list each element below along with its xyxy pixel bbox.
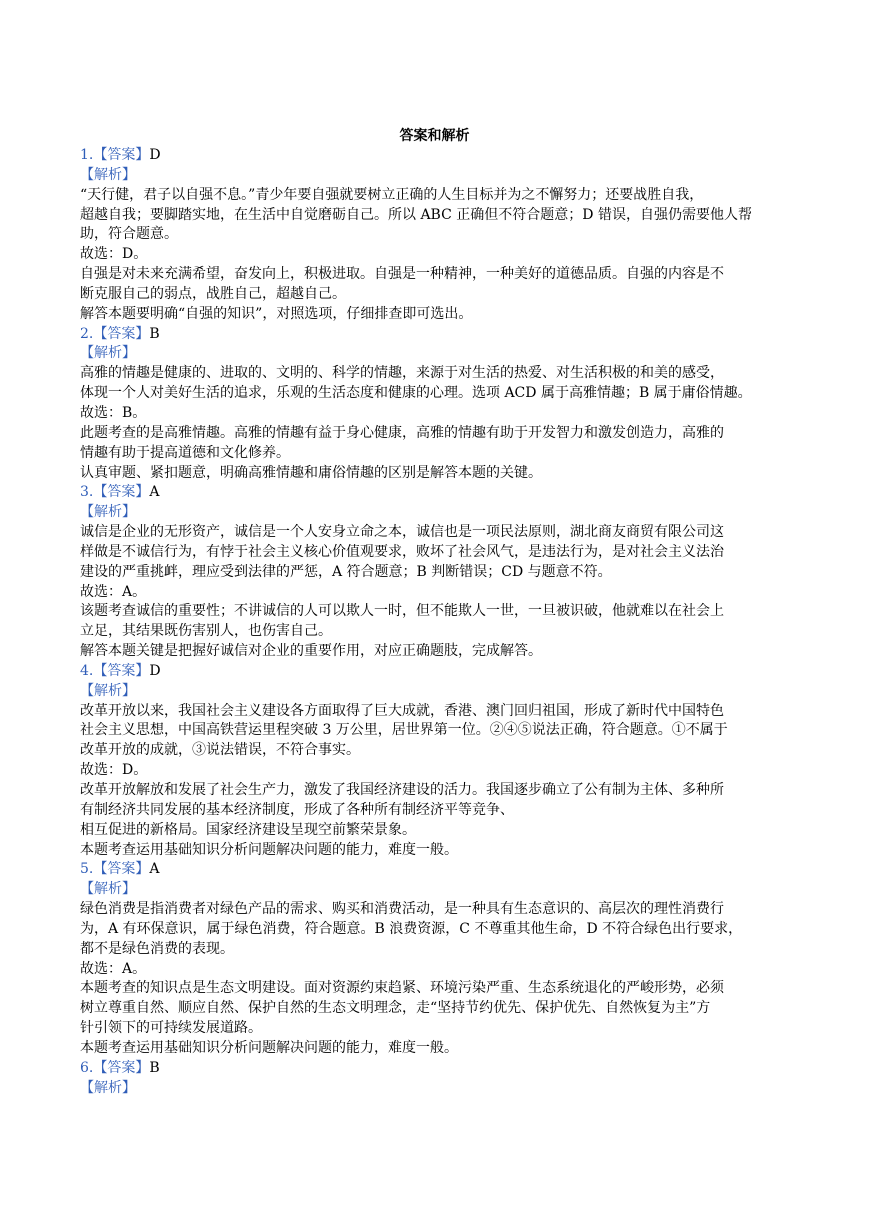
analysis-text-line: 建设的严重挑衅，理应受到法律的严惩，A 符合题意；B 判断错误；CD 与题意不符。 — [80, 563, 612, 580]
analysis-text-line: 改革开放以来，我国社会主义建设各方面取得了巨大成就，香港、澳门回归祖国，形成了新时代中国特色 — [80, 702, 724, 719]
question-block — [80, 325, 796, 484]
analysis-text-line: 断克服自己的弱点，战胜自己，超越自己。 — [80, 285, 346, 302]
analysis-text-line: 为，A 有环保意识，属于绿色消费，符合题意。B 浪费资源，C 不尊重其他生命，D 不符合绿色出行要求， — [80, 920, 743, 937]
question-number: 2. — [80, 325, 94, 342]
analysis-tag: 【解析】 — [80, 345, 136, 362]
answer-list — [80, 146, 796, 1099]
analysis-text-line: 立足，其结果既伤害别人，也伤害自己。 — [80, 623, 332, 640]
analysis-text-line: “天行健，君子以自强不息。”青少年要自强就要树立正确的人生目标并为之不懈努力；还要战胜自我， — [80, 186, 704, 203]
answer-tag: 【答案】 — [93, 147, 150, 163]
analysis-text-line: 故选：D。 — [80, 246, 148, 263]
analysis-tag: 【解析】 — [80, 682, 136, 699]
question-block — [80, 146, 796, 325]
analysis-text-line: 本题考查的知识点是生态文明建设。面对资源约束趋紧、环境污染严重、生态系统退化的严峻形势，必须 — [80, 980, 724, 997]
question-number: 6. — [80, 1059, 94, 1076]
analysis-text-line: 解答本题关键是把握好诚信对企业的重要作用，对应正确题肢，完成解答。 — [80, 643, 542, 660]
analysis-tag: 【解析】 — [80, 1079, 136, 1096]
question-number: 3. — [80, 484, 94, 501]
question-block — [80, 662, 796, 860]
question-number: 5. — [80, 861, 94, 878]
analysis-text-line: 体现一个人对美好生活的追求，乐观的生活态度和健康的心理。选项 ACD 属于高雅情趣；B 属于庸俗情趣。 — [80, 385, 752, 402]
analysis-tag: 【解析】 — [80, 504, 136, 521]
answer-line — [80, 1059, 796, 1079]
analysis-text-line: 相互促进的新格局。国家经济建设呈现空前繁荣景象。 — [80, 821, 416, 838]
analysis-text-line: 该题考查诚信的重要性；不讲诚信的人可以欺人一时，但不能欺人一世，一旦被识破，他就难以在社会上 — [80, 603, 724, 620]
answer-tag: 【答案】 — [93, 325, 150, 342]
analysis-text-line: 故选：A。 — [80, 583, 147, 600]
analysis-text-line: 高雅的情趣是健康的、进取的、文明的、科学的情趣，来源于对生活的热爱、对生活积极的和美的感受， — [80, 365, 724, 382]
analysis-text-line: 样做是不诚信行为，有悖于社会主义核心价值观要求，败坏了社会风气，是违法行为，是对社会主义法治 — [80, 543, 724, 560]
answer-value: B — [149, 325, 160, 342]
answer-line — [80, 662, 796, 682]
answer-line — [80, 860, 796, 880]
answer-line — [80, 146, 796, 166]
analysis-text-line: 故选：B。 — [80, 404, 147, 421]
answer-tag: 【答案】 — [93, 1059, 150, 1076]
question-number: 4. — [80, 662, 94, 679]
analysis-text-line: 改革开放解放和发展了社会生产力，激发了我国经济建设的活力。我国逐步确立了公有制为主体、多种所 — [80, 782, 724, 798]
analysis-text-line: 诚信是企业的无形资产，诚信是一个人安身立命之本，诚信也是一项民法原则，湖北商友商贸有限公司这 — [80, 524, 724, 541]
analysis-text-line: 针引领下的可持续发展道路。 — [80, 1020, 262, 1037]
answer-value: D — [149, 147, 161, 163]
analysis-text-line: 都不是绿色消费的表现。 — [80, 940, 234, 957]
answer-value: D — [149, 662, 161, 679]
question-block — [80, 1059, 796, 1099]
analysis-text-line: 解答本题要明确“自强的知识”，对照选项，仔细排查即可选出。 — [80, 305, 473, 322]
answer-tag: 【答案】 — [93, 861, 150, 878]
analysis-text-line: 自强是对未来充满希望，奋发向上，积极进取。自强是一种精神，一种美好的道德品质。自强的内容是不 — [80, 266, 724, 283]
analysis-text-line: 认真审题、紧扣题意，明确高雅情趣和庸俗情趣的区别是解答本题的关键。 — [80, 464, 542, 481]
page-title: 答案和解析 — [399, 128, 470, 144]
analysis-tag: 【解析】 — [80, 166, 136, 183]
question-block — [80, 860, 796, 1058]
answer-value: A — [149, 484, 160, 501]
analysis-text-line: 有制经济共同发展的基本经济制度，形成了各种所有制经济平等竞争、 — [80, 801, 514, 818]
analysis-text-line: 改革开放的成就，③说法错误，不符合事实。 — [80, 742, 360, 759]
analysis-text-line: 故选：A。 — [80, 960, 147, 977]
analysis-text-line: 此题考查的是高雅情趣。高雅的情趣有益于身心健康，高雅的情趣有助于开发智力和激发创造力，高雅的 — [80, 424, 724, 441]
answer-value: A — [149, 861, 160, 878]
analysis-text-line: 树立尊重自然、顺应自然、保护自然的生态文明理念，走“坚持节约优先、保护优先、自然恢复为主”方 — [80, 1000, 711, 1017]
question-block — [80, 483, 796, 662]
answer-line — [80, 483, 796, 503]
analysis-text-line: 故选：D。 — [80, 762, 148, 779]
answer-tag: 【答案】 — [93, 662, 150, 679]
analysis-text-line: 本题考查运用基础知识分析问题解决问题的能力，难度一般。 — [80, 841, 458, 858]
analysis-text-line: 情趣有助于提高道德和文化修养。 — [80, 444, 290, 461]
analysis-text-line: 本题考查运用基础知识分析问题解决问题的能力，难度一般。 — [80, 1039, 458, 1056]
answer-tag: 【答案】 — [93, 484, 150, 501]
answer-line — [80, 325, 796, 345]
analysis-text-line: 社会主义思想，中国高铁营运里程突破 3 万公里，居世界第一位。②④⑤说法正确，符合题意。①不属于 — [80, 722, 728, 739]
answer-value: B — [149, 1059, 160, 1076]
question-number: 1. — [80, 147, 94, 163]
analysis-text-line: 超越自我；要脚踏实地，在生活中自觉磨砺自己。所以 ABC 正确但不符合题意；D 错误，自强仍需要他人帮 — [80, 206, 752, 223]
analysis-tag: 【解析】 — [80, 881, 136, 898]
analysis-text-line: 助，符合题意。 — [80, 226, 178, 243]
analysis-text-line: 绿色消费是指消费者对绿色产品的需求、购买和消费活动，是一种具有生态意识的、高层次的理性消费行 — [80, 901, 724, 918]
